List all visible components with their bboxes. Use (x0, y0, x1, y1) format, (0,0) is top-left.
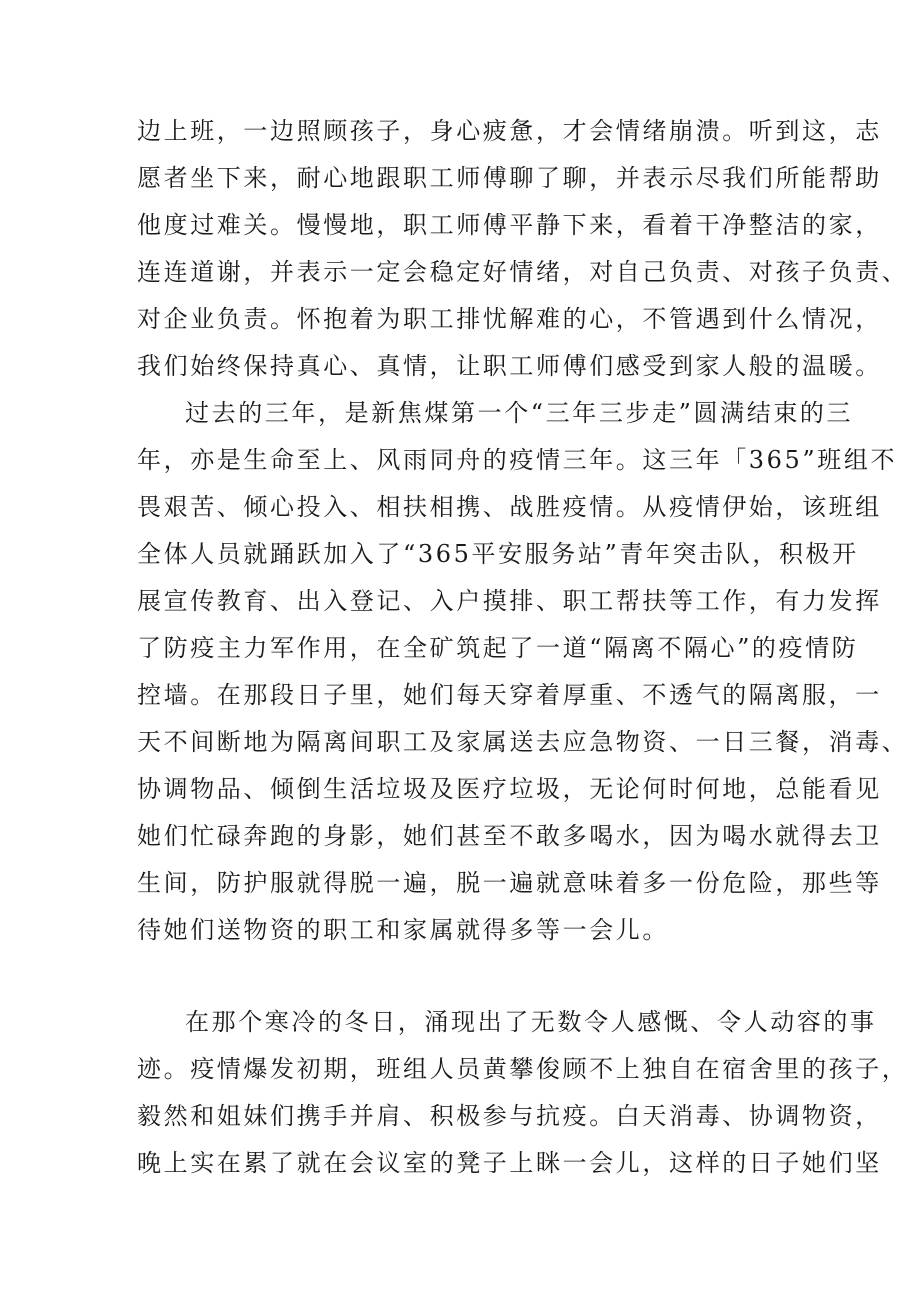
paragraph-2-line-3: 畏艰苦、倾心投入、相扶相携、战胜疫情。从疫情伊始，该班组 (137, 493, 882, 521)
paragraph-2-line-9: 协调物品、倾倒生活垃圾及医疗垃圾，无论何时何地，总能看见 (137, 775, 882, 803)
paragraph-2-line-5: 展宣传教育、出入登记、入户摸排、职工帮扶等工作，有力发挥 (137, 587, 882, 615)
paragraph-2-line-12: 待她们送物资的职工和家属就得多等一会儿。 (137, 916, 669, 944)
paragraph-2-line-8: 天不间断地为隔离间职工及家属送去应急物资、一日三餐，消毒、 (137, 728, 909, 756)
paragraph-3-line-3: 毅然和姐妹们携手并肩、积极参与抗疫。白天消毒、协调物资， (137, 1102, 882, 1130)
paragraph-2-line-7: 控墙。在那段日子里，她们每天穿着厚重、不透气的隔离服，一 (137, 681, 882, 709)
paragraph-2-line-6: 了防疫主力军作用，在全矿筑起了一道“隔离不隔心”的疫情防 (137, 634, 859, 662)
paragraph-3-line-2: 迹。疫情爆发初期，班组人员黄攀俊顾不上独自在宿舍里的孩子， (137, 1055, 909, 1083)
paragraph-2-line-1: 过去的三年，是新焦煤第一个“三年三步走”圆满结束的三 (185, 399, 854, 427)
paragraph-1-line-1: 边上班，一边照顾孩子，身心疲惫，才会情绪崩溃。听到这，志 (137, 117, 882, 145)
paragraph-3-line-4: 晚上实在累了就在会议室的凳子上眯一会儿，这样的日子她们坚 (137, 1149, 882, 1177)
paragraph-1-line-4: 连连道谢，并表示一定会稳定好情绪，对自己负责、对孩子负责、 (137, 258, 909, 286)
paragraph-1-line-3: 他度过难关。慢慢地，职工师傅平静下来，看着干净整洁的家， (137, 211, 882, 239)
paragraph-2-line-4: 全体人员就踊跃加入了“365平安服务站”青年突击队，积极开 (137, 540, 859, 568)
paragraph-1-line-2: 愿者坐下来，耐心地跟职工师傅聊了聊，并表示尽我们所能帮助 (137, 164, 882, 192)
paragraph-1-line-5: 对企业负责。怀抱着为职工排忧解难的心，不管遇到什么情况， (137, 305, 882, 333)
paragraph-2-line-11: 生间，防护服就得脱一遍，脱一遍就意味着多一份危险，那些等 (137, 869, 882, 897)
paragraph-2-line-10: 她们忙碌奔跑的身影，她们甚至不敢多喝水，因为喝水就得去卫 (137, 822, 882, 850)
paragraph-2-line-2: 年，亦是生命至上、风雨同舟的疫情三年。这三年「365”班组不 (137, 446, 898, 474)
paragraph-3-line-1: 在那个寒冷的冬日，涌现出了无数令人感慨、令人动容的事 (185, 1008, 877, 1036)
paragraph-1-line-6: 我们始终保持真心、真情，让职工师傅们感受到家人般的温暖。 (137, 352, 882, 380)
